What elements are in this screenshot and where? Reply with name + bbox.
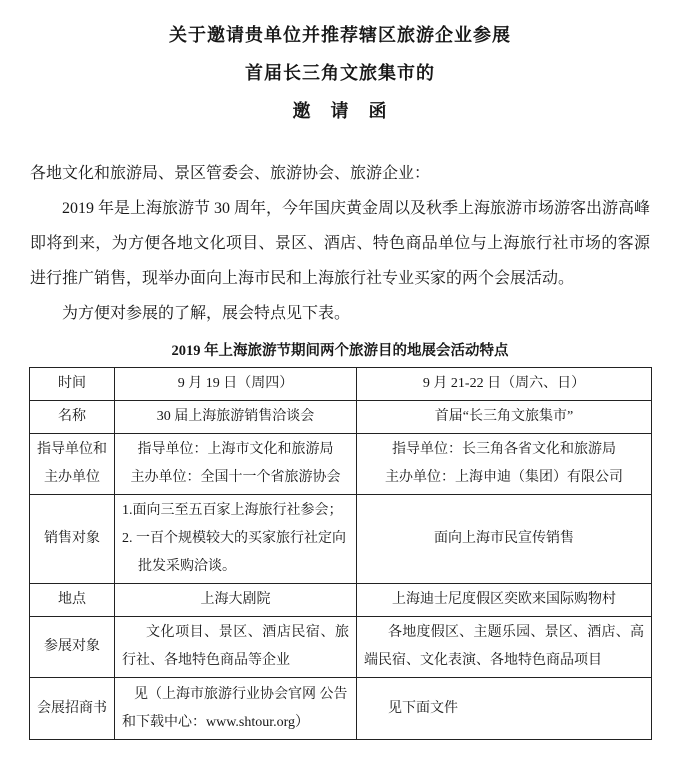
document-title-line-3: 邀 请 函 <box>292 101 388 121</box>
row-organizers-event2-guide: 指导单位：长三角各省文化和旅游局 <box>392 442 616 457</box>
row-organizers-event2-host: 主办单位：上海申迪（集团）有限公司 <box>385 470 623 485</box>
body-paragraph-2: 为方便对参展的了解，展会特点见下表。 <box>62 305 351 322</box>
row-name-event2: 首届“长三角文旅集市” <box>357 401 652 434</box>
row-organizers-event1-guide: 指导单位：上海市文化和旅游局 <box>137 442 334 457</box>
document-title-block <box>0 16 680 130</box>
row-exhibitors-event1: 文化项目、景区、酒店民宿、旅行社、各地特色商品等企业 <box>115 617 357 678</box>
row-organizers-label: 指导单位和主办单位 <box>30 434 115 495</box>
row-time-event1: 9 月 19 日（周四） <box>115 368 357 401</box>
table-row-name <box>30 401 652 434</box>
row-sales-target-event1 <box>115 495 357 584</box>
document-title-line-1: 关于邀请贵单位并推荐辖区旅游企业参展 <box>169 25 511 45</box>
row-exhibitors-event2: 各地度假区、主题乐园、景区、酒店、高端民宿、文化表演、各地特色商品项目 <box>357 617 652 678</box>
row-time-event2: 9 月 21-22 日（周六、日） <box>357 368 652 401</box>
row-prospectus-event1: 见（上海市旅游行业协会官网 公告和下载中心：www.shtour.org） <box>115 678 357 740</box>
salutation: 各地文化和旅游局、景区管委会、旅游协会、旅游企业： <box>30 165 431 182</box>
row-sales-target-event1-item1: 1.面向三至五百家上海旅行社参会； <box>122 503 343 518</box>
row-sales-target-label: 销售对象 <box>30 495 115 584</box>
table-row-location <box>30 584 652 617</box>
row-location-event1: 上海大剧院 <box>115 584 357 617</box>
row-organizers-event1 <box>115 434 357 495</box>
row-prospectus-event2: 见下面文件 <box>357 678 652 740</box>
table-row-prospectus <box>30 678 652 740</box>
document-title-line-2: 首届长三角文旅集市的 <box>245 63 435 83</box>
row-location-event2: 上海迪士尼度假区奕欧来国际购物村 <box>357 584 652 617</box>
row-organizers-event1-host: 主办单位：全国十一个省旅游协会 <box>130 470 341 485</box>
body-paragraph-1: 2019 年是上海旅游节 30 周年，今年国庆黄金周以及秋季上海旅游市场游客出游高峰即将到来，为方便各地文化项目、景区、酒店、特色商品单位与上海旅行社市场的客源进行推广销售，现举办面向上海市民和上海旅行社专业买家的两个会展活动。 <box>30 200 651 287</box>
row-sales-target-event1-item2: 2. 一百个规模较大的买家旅行社定向批发采购洽谈。 <box>122 531 346 574</box>
table-row-exhibitors <box>30 617 652 678</box>
row-exhibitors-label: 参展对象 <box>30 617 115 678</box>
table-row-organizers <box>30 434 652 495</box>
document-body <box>30 156 650 331</box>
events-table <box>29 367 652 740</box>
table-caption: 2019 年上海旅游节期间两个旅游目的地展会活动特点 <box>171 343 509 359</box>
table-row-time <box>30 368 652 401</box>
row-sales-target-event2: 面向上海市民宣传销售 <box>357 495 652 584</box>
table-row-sales-target <box>30 495 652 584</box>
row-time-label: 时间 <box>30 368 115 401</box>
row-prospectus-label: 会展招商书 <box>30 678 115 740</box>
row-organizers-event2 <box>357 434 652 495</box>
row-name-label: 名称 <box>30 401 115 434</box>
row-location-label: 地点 <box>30 584 115 617</box>
row-name-event1: 30 届上海旅游销售洽谈会 <box>115 401 357 434</box>
